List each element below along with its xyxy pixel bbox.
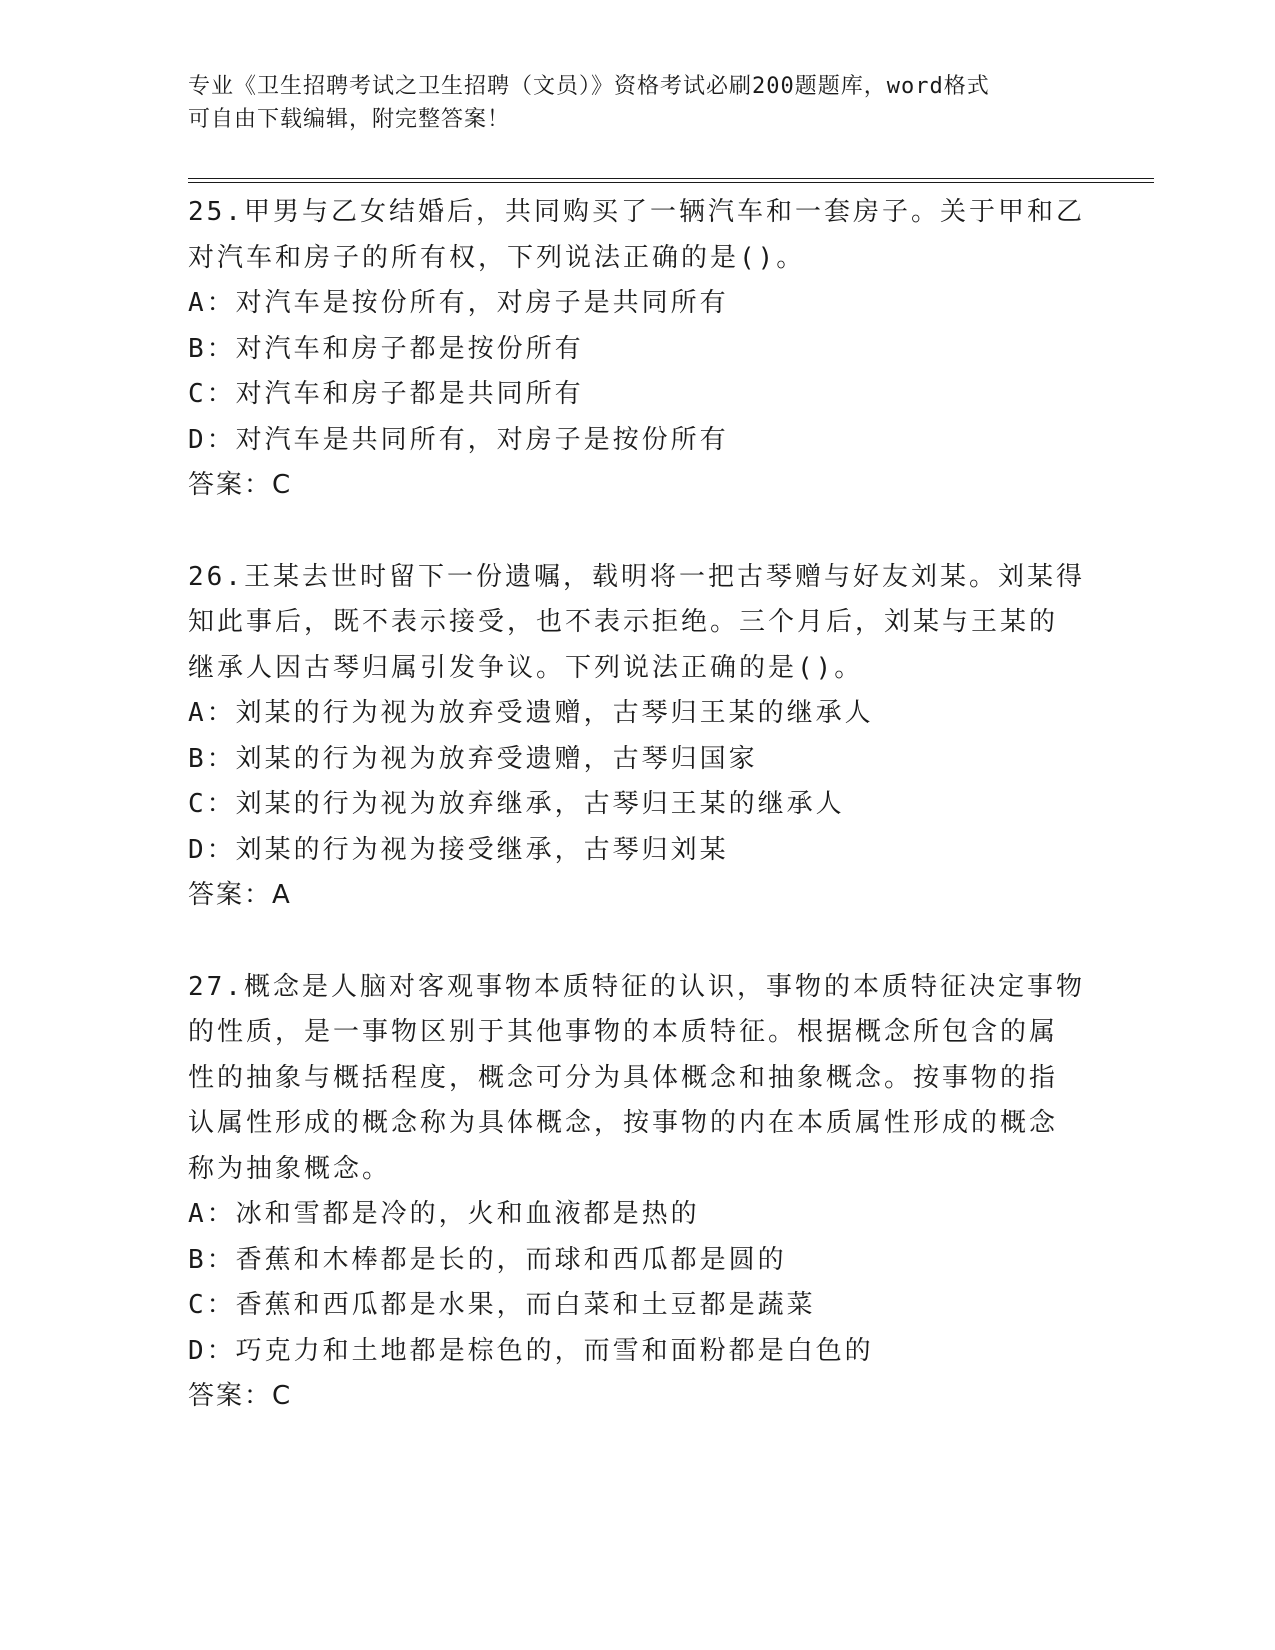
question-stem-line: 对汽车和房子的所有权，下列说法正确的是()。: [188, 242, 806, 273]
header-line-1: 专业《卫生招聘考试之卫生招聘（文员）》资格考试必刷200题题库，word格式: [188, 74, 990, 99]
question-27: [188, 965, 1088, 1420]
question-stem-line: 25.甲男与乙女结婚后，共同购买了一辆汽车和一套房子。关于甲和乙: [188, 197, 1085, 227]
answer-line: 答案：C: [188, 470, 293, 500]
question-stem-line: 知此事后，既不表示接受，也不表示拒绝。三个月后，刘某与王某的: [188, 607, 1059, 637]
option-c: C：对汽车和房子都是共同所有: [188, 379, 584, 409]
option-a: A：刘某的行为视为放弃受遗赠，古琴归王某的继承人: [188, 698, 874, 728]
question-25: [188, 190, 1088, 509]
option-a: A：对汽车是按份所有，对房子是共同所有: [188, 288, 729, 318]
question-26: [188, 555, 1088, 919]
header-line-2: 可自由下载编辑，附完整答案！: [188, 107, 511, 132]
question-list: [188, 190, 1088, 1420]
option-b: B：香蕉和木棒都是长的，而球和西瓜都是圆的: [188, 1244, 787, 1275]
option-d: D：刘某的行为视为接受继承，古琴归刘某: [188, 834, 729, 865]
option-b: B：对汽车和房子都是按份所有: [188, 333, 584, 364]
question-stem-line: 性的抽象与概括程度，概念可分为具体概念和抽象概念。按事物的指: [188, 1062, 1059, 1093]
option-c: C：香蕉和西瓜都是水果，而白菜和土豆都是蔬菜: [188, 1290, 816, 1320]
question-stem-line: 继承人因古琴归属引发争议。下列说法正确的是()。: [188, 652, 864, 683]
option-d: D：巧克力和土地都是棕色的，而雪和面粉都是白色的: [188, 1335, 874, 1366]
answer-line: 答案：C: [188, 1381, 293, 1411]
question-stem-line: 27.概念是人脑对客观事物本质特征的认识，事物的本质特征决定事物: [188, 971, 1085, 1002]
option-c: C：刘某的行为视为放弃继承，古琴归王某的继承人: [188, 789, 845, 819]
option-a: A：冰和雪都是冷的，火和血液都是热的: [188, 1199, 700, 1229]
question-stem-line: 称为抽象概念。: [188, 1153, 392, 1184]
header-divider-top: [188, 178, 1154, 179]
answer-line: 答案：A: [188, 880, 292, 910]
page-header: [188, 70, 1068, 136]
option-d: D：对汽车是共同所有，对房子是按份所有: [188, 424, 729, 455]
question-stem-line: 认属性形成的概念称为具体概念，按事物的内在本质属性形成的概念: [188, 1108, 1059, 1138]
question-stem-line: 26.王某去世时留下一份遗嘱，载明将一把古琴赠与好友刘某。刘某得: [188, 561, 1085, 592]
option-b: B：刘某的行为视为放弃受遗赠，古琴归国家: [188, 743, 758, 774]
header-divider-bottom: [188, 182, 1154, 183]
question-stem-line: 的性质，是一事物区别于其他事物的本质特征。根据概念所包含的属: [188, 1017, 1059, 1047]
